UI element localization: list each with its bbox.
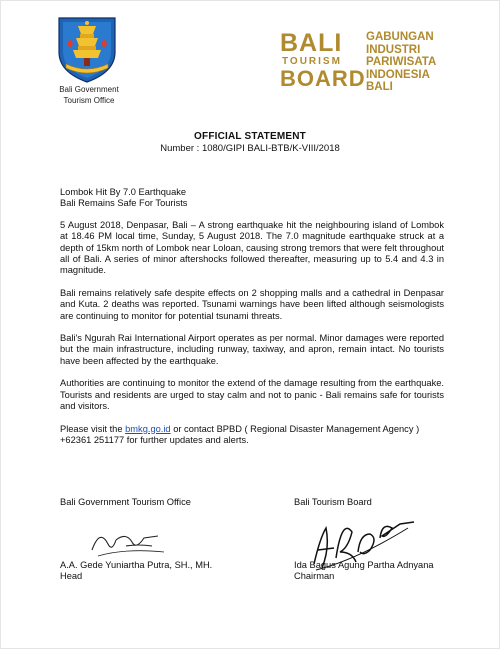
left-handwritten-signature (86, 520, 176, 560)
left-signatory-name: A.A. Gede Yuniartha Putra, SH., MH. (60, 560, 213, 570)
statement-title: OFFICIAL STATEMENT (194, 131, 306, 142)
right-signatory-name: Ida Bagus Agung Partha Adnyana (294, 560, 434, 570)
gov-caption-line-2: Tourism Office (63, 96, 115, 105)
paragraph-4: Authorities are continuing to monitor the extend of the damage resulting from the earthquake. Tourists and residents are urged to stay calm and not to panic - Bali remains safe for tourists and visitors. (60, 378, 444, 412)
bali-government-emblem-icon (56, 14, 118, 84)
headline-1: Lombok Hit By 7.0 Earthquake (60, 187, 187, 197)
statement-body (60, 187, 444, 457)
paragraph-5 (60, 424, 444, 447)
board-logo-line: GABUNGAN (366, 31, 434, 43)
left-signatory (60, 560, 212, 583)
left-signatory-title: Head (60, 571, 83, 582)
gov-caption-line-1: Bali Government (59, 85, 119, 94)
right-signatory (294, 560, 434, 583)
paragraph-5-suffix: or contact BPBD ( Regional Disaster Management Agency ) +62361 251177 for further updates and alerts. (60, 423, 420, 445)
board-logo-bali: BALI (280, 29, 343, 57)
statement-number: Number : 1080/GIPI BALI-BTB/K-VIII/2018 (160, 143, 340, 154)
board-logo-line: PARIWISATA (366, 56, 437, 68)
board-logo-tourism: TOURISM (282, 56, 342, 67)
paragraph-1: 5 August 2018, Denpasar, Bali – A strong earthquake hit the neighbouring island of Lombok at 18.46 PM local time, Sunday, 5 August 2018. The 7.0 magnitude earthquake struck at a depth of 15km north of Lombok near Loloan, causing strong tremors that were felt throughout all of Bali. A series of minor aftershocks followed thereafter, measuring up to 5.4 and 4.3 in magnitude. (60, 219, 444, 276)
headline-2: Bali Remains Safe For Tourists (60, 198, 188, 209)
gov-office-caption (30, 84, 148, 106)
board-logo-gipi-text (366, 31, 470, 94)
bmkg-link[interactable]: bmkg.go.id (125, 423, 171, 434)
right-signatory-title: Chairman (294, 571, 335, 582)
bali-tourism-board-logo (280, 30, 470, 92)
board-logo-line: INDUSTRI (366, 43, 421, 56)
paragraph-3: Bali's Ngurah Rai International Airport operates as per normal. Minor damages were reported but the main infrastructure, including runway, taxiway, and apron, remain intact. No tourists have been affected by the earthquake. (60, 333, 444, 366)
paragraph-5-prefix: Please visit the (60, 423, 126, 434)
left-signatory-org: Bali Government Tourism Office (60, 497, 191, 507)
board-logo-line: BALI (366, 81, 393, 93)
headline-block (60, 187, 444, 210)
board-logo-board: BOARD (280, 66, 366, 91)
board-logo-line: INDONESIA (366, 68, 430, 81)
board-logo-wordmark (280, 29, 366, 92)
paragraph-2: Bali remains relatively safe despite effects on 2 shopping malls and a cathedral in Denpasar and Kuta. 2 deaths was reported. Tsunami warnings have been lifted although seismologists are continuing to monitor for potential tsunami threats. (60, 287, 444, 321)
right-signatory-org: Bali Tourism Board (294, 497, 372, 507)
